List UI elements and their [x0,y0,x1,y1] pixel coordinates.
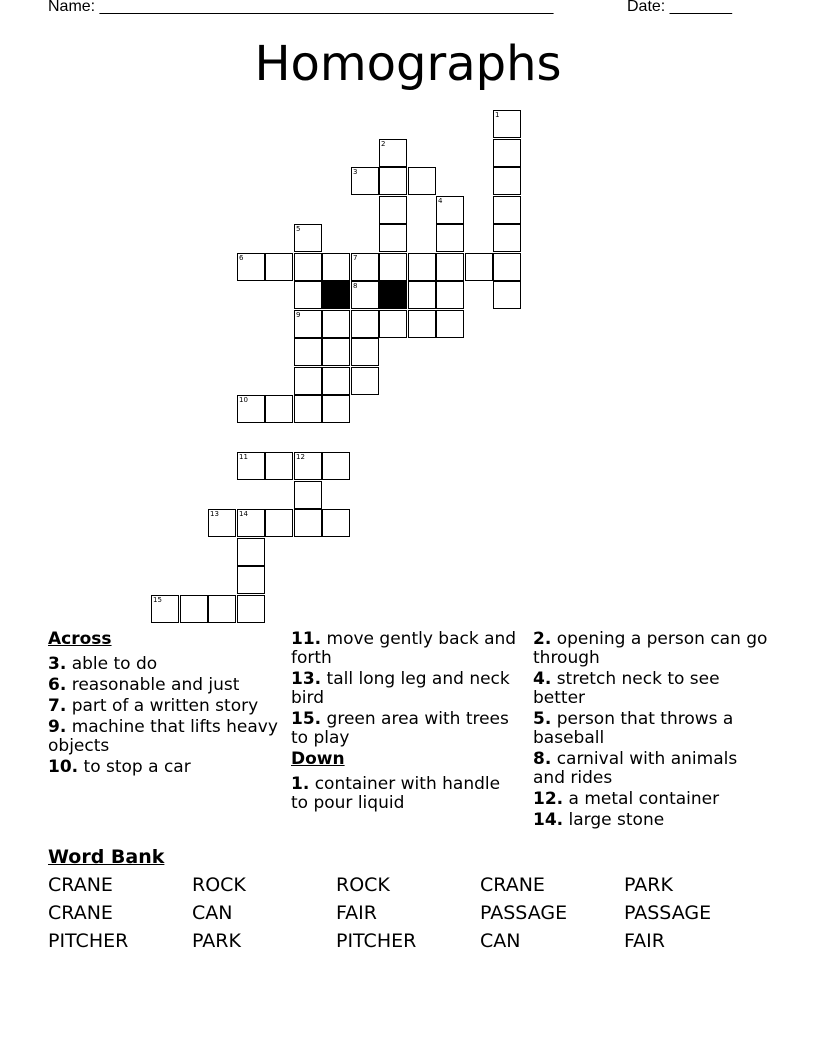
across-clue: 11. move gently back and forth [291,629,517,668]
clue-number: 12 [296,453,305,461]
crossword-cell[interactable] [379,196,407,224]
clue-number: 4 [438,197,443,205]
word-bank-word: CAN [192,902,233,924]
crossword-cell[interactable] [322,310,350,338]
crossword-cell[interactable] [294,338,322,366]
crossword-cell[interactable] [322,367,350,395]
crossword-cell[interactable] [265,253,293,281]
across-clue: 13. tall long leg and neck bird [291,669,510,708]
down-clue: 5. person that throws a baseball [533,709,734,748]
clue-number: 5 [296,225,301,233]
crossword-cell[interactable] [265,452,293,480]
down-clue: 4. stretch neck to see better [533,669,720,708]
down-clue: 8. carnival with animals and rides [533,749,738,788]
crossword-cell[interactable] [237,395,265,423]
word-bank-word: CRANE [48,902,113,924]
word-bank-word: CRANE [48,874,113,896]
crossword-cell[interactable] [493,196,521,224]
crossword-cell[interactable] [408,253,436,281]
across-clue: 6. reasonable and just [48,675,240,695]
crossword-cell[interactable] [408,310,436,338]
crossword-cell[interactable] [294,452,322,480]
crossword-cell[interactable] [465,253,493,281]
word-bank-title: Word Bank [48,846,165,868]
word-bank-word: ROCK [192,874,246,896]
crossword-cell[interactable] [208,595,236,623]
crossword-cell[interactable] [493,110,521,138]
crossword-cell[interactable] [436,253,464,281]
clue-number: 10 [239,396,248,404]
crossword-cell[interactable] [237,538,265,566]
crossword-cell[interactable] [351,367,379,395]
crossword-cell[interactable] [322,395,350,423]
word-bank-word: CRANE [480,874,545,896]
across-clue: 7. part of a written story [48,696,259,716]
crossword-cell[interactable] [265,395,293,423]
crossword-cell[interactable] [351,338,379,366]
crossword-cell[interactable] [237,452,265,480]
word-bank-word: FAIR [624,930,665,952]
crossword-cell[interactable] [265,509,293,537]
crossword-cell[interactable] [379,139,407,167]
word-bank-word: FAIR [336,902,377,924]
clue-number: 7 [353,254,358,262]
crossword-cell[interactable] [322,338,350,366]
down-clue: 14. large stone [533,810,665,830]
word-bank-word: PASSAGE [624,902,712,924]
clue-number: 1 [495,111,500,119]
crossword-cell[interactable] [408,281,436,309]
crossword-cell[interactable] [237,566,265,594]
crossword-cell[interactable] [180,595,208,623]
word-bank-word: PITCHER [48,930,129,952]
crossword-cell[interactable] [493,224,521,252]
clue-number: 2 [381,140,386,148]
crossword-cell[interactable] [322,509,350,537]
crossword-cell[interactable] [294,253,322,281]
clues-column-3 [533,630,773,832]
word-bank-word: CAN [480,930,521,952]
clue-number: 14 [239,510,248,518]
down-heading: Down [291,749,345,769]
crossword-block [379,281,407,309]
word-bank-word: PARK [192,930,241,952]
word-bank-word: ROCK [336,874,390,896]
date-field[interactable]: Date: _______ [627,0,732,15]
crossword-cell[interactable] [436,224,464,252]
clue-number: 11 [239,453,248,461]
crossword-cell[interactable] [294,481,322,509]
crossword-cell[interactable] [379,167,407,195]
word-bank-word: PITCHER [336,930,417,952]
clue-number: 13 [210,510,219,518]
word-bank [48,874,768,952]
clue-number: 15 [153,596,162,604]
crossword-cell[interactable] [237,253,265,281]
clue-number: 8 [353,282,358,290]
clue-number: 3 [353,168,358,176]
clue-number: 9 [296,311,301,319]
crossword-cell[interactable] [237,509,265,537]
crossword-cell[interactable] [294,281,322,309]
crossword-cell[interactable] [294,395,322,423]
crossword-cell[interactable] [493,253,521,281]
across-clue: 15. green area with trees to play [291,709,509,748]
name-field[interactable]: Name: ___________________________________________________ [48,0,554,15]
crossword-cell[interactable] [493,281,521,309]
crossword-cell[interactable] [294,224,322,252]
crossword-cell[interactable] [351,281,379,309]
crossword-cell[interactable] [408,167,436,195]
page-title: Homographs [254,36,562,92]
down-clue: 1. container with handle to pour liquid [291,774,501,813]
crossword-cell[interactable] [379,253,407,281]
crossword-cell[interactable] [294,310,322,338]
crossword-cell[interactable] [493,139,521,167]
clues-column-2 [291,630,521,815]
crossword-cell[interactable] [294,509,322,537]
crossword-cell[interactable] [436,196,464,224]
crossword-cell[interactable] [322,253,350,281]
across-clue: 10. to stop a car [48,757,191,777]
crossword-cell[interactable] [322,452,350,480]
crossword-cell[interactable] [436,281,464,309]
across-heading: Across [48,629,112,649]
crossword-cell[interactable] [294,367,322,395]
crossword-cell[interactable] [151,595,179,623]
crossword-cell[interactable] [208,509,236,537]
crossword-cell[interactable] [351,253,379,281]
across-clue: 9. machine that lifts heavy objects [48,717,278,756]
crossword-cell[interactable] [351,167,379,195]
crossword-cell[interactable] [379,224,407,252]
crossword-block [322,281,350,309]
crossword-cell[interactable] [237,595,265,623]
crossword-cell[interactable] [436,310,464,338]
word-bank-word: PASSAGE [480,902,568,924]
crossword-cell[interactable] [493,167,521,195]
clues-column-1 [48,630,278,779]
crossword-cell[interactable] [351,310,379,338]
across-clue: 3. able to do [48,654,158,674]
crossword-cell[interactable] [379,310,407,338]
down-clue: 12. a metal container [533,789,720,809]
clue-number: 6 [239,254,244,262]
word-bank-word: PARK [624,874,673,896]
down-clue: 2. opening a person can go through [533,629,768,668]
